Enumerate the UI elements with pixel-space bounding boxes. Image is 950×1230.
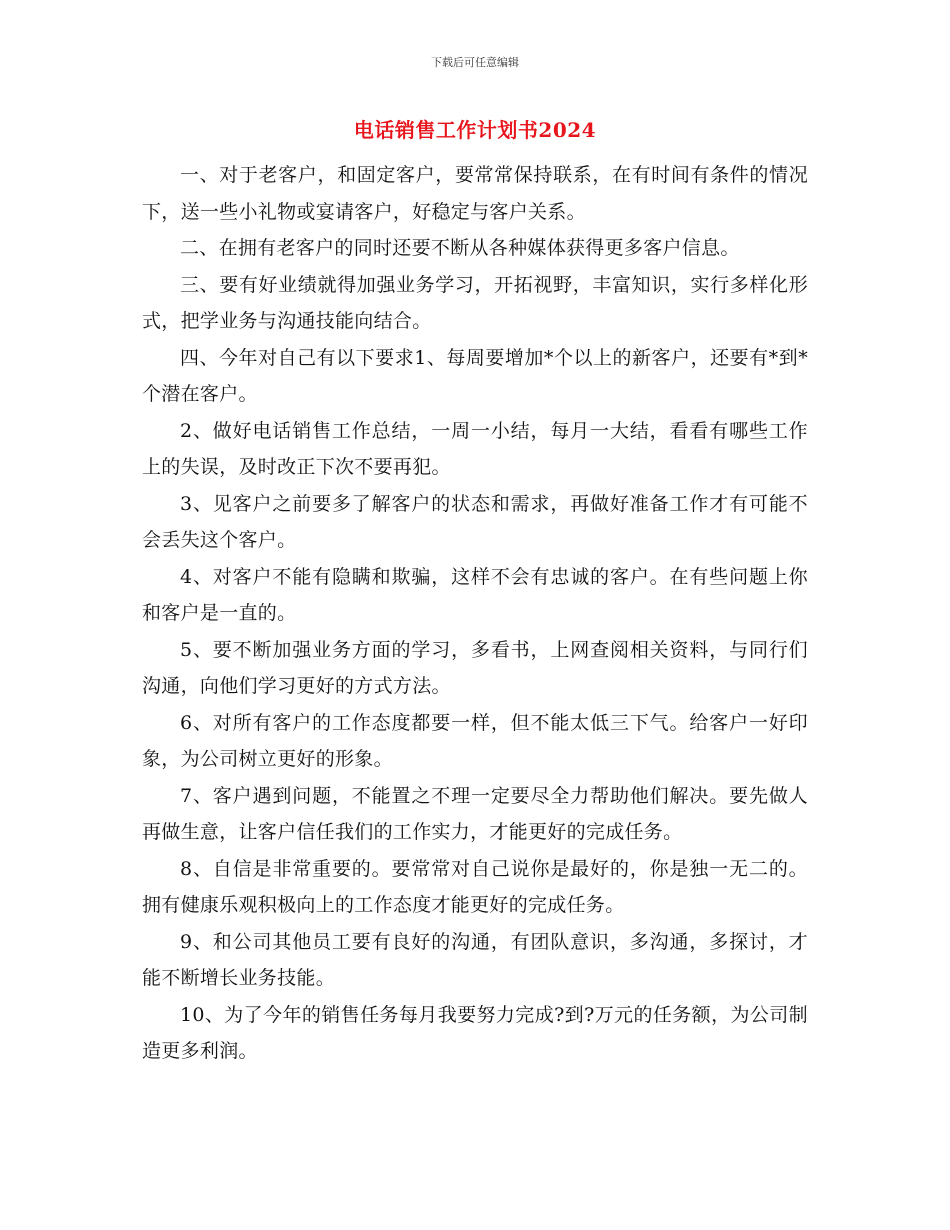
paragraph-7: 4、对客户不能有隐瞒和欺骗，这样不会有忠诚的客户。在有些问题上你和客户是一直的。: [142, 565, 808, 624]
document-body: [142, 157, 808, 1070]
paragraph-10: 7、客户遇到问题，不能置之不理一定要尽全力帮助他们解决。要先做人再做生意，让客户信任我们的工作实力，才能更好的完成任务。: [142, 784, 808, 843]
paragraph-2: 二、在拥有老客户的同时还要不断从各种媒体获得更多客户信息。: [180, 237, 740, 259]
document-title: 电话销售工作计划书2024: [353, 118, 597, 142]
paragraph-6: 3、见客户之前要多了解客户的状态和需求，再做好准备工作才有可能不会丢失这个客户。: [142, 492, 808, 551]
paragraph-12: 9、和公司其他员工要有良好的沟通，有团队意识，多沟通，多探讨，才能不断增长业务技能。: [142, 930, 808, 989]
paragraph-11: 8、自信是非常重要的。要常常对自己说你是最好的，你是独一无二的。拥有健康乐观积极向上的工作态度才能更好的完成任务。: [142, 857, 808, 916]
paragraph-5: 2、做好电话销售工作总结，一周一小结，每月一大结，看看有哪些工作上的失误，及时改正下次不要再犯。: [142, 419, 808, 478]
paragraph-3: 三、要有好业绩就得加强业务学习，开拓视野，丰富知识，实行多样化形式，把学业务与沟通技能向结合。: [142, 273, 808, 332]
paragraph-1: 一、对于老客户，和固定客户，要常常保持联系，在有时间有条件的情况下，送一些小礼物或宴请客户，好稳定与客户关系。: [142, 164, 808, 223]
header-note: 下载后可任意编辑: [431, 56, 519, 69]
paragraph-9: 6、对所有客户的工作态度都要一样，但不能太低三下气。给客户一好印象，为公司树立更好的形象。: [142, 711, 808, 770]
paragraph-8: 5、要不断加强业务方面的学习，多看书，上网查阅相关资料，与同行们沟通，向他们学习更好的方式方法。: [142, 638, 808, 697]
paragraph-4: 四、今年对自己有以下要求1、每周要增加*个以上的新客户，还要有*到*个潜在客户。: [142, 346, 808, 405]
paragraph-13: 10、为了今年的销售任务每月我要努力完成?到?万元的任务额，为公司制造更多利润。: [142, 1003, 808, 1062]
